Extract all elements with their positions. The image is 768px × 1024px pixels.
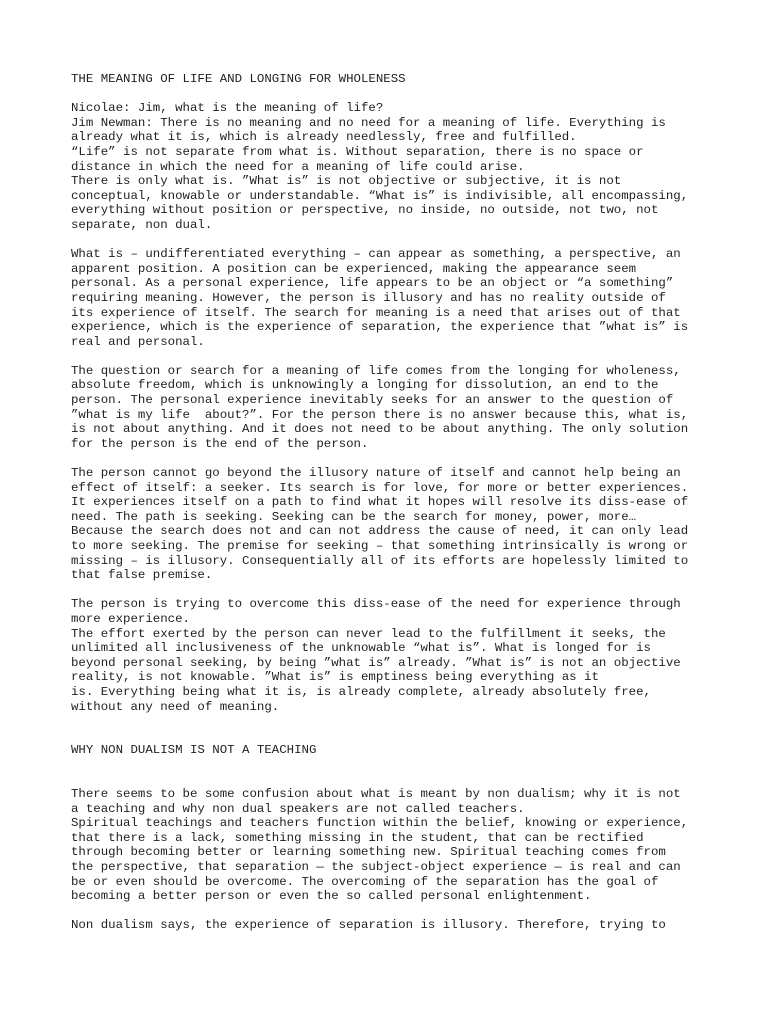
text-line: effect of itself: a seeker. Its search is for love, for more or better experiences. bbox=[71, 480, 689, 495]
text-line: There is only what is. ”What is” is not objective or subjective, it is not bbox=[71, 174, 622, 189]
text-line: more experience. bbox=[71, 611, 190, 626]
heading-non-dualism: WHY NON DUALISM IS NOT A TEACHING bbox=[71, 743, 317, 758]
text-line: person. The personal experience inevitably seeks for an answer to the question of bbox=[71, 393, 674, 408]
section-spacer bbox=[71, 758, 701, 787]
text-line: need. The path is seeking. Seeking can be the search for money, power, more… bbox=[71, 509, 637, 524]
paragraph-4 bbox=[71, 466, 701, 583]
text-line: experience, which is the experience of separation, the experience that ”what is” is bbox=[71, 320, 689, 335]
paragraph-1 bbox=[71, 101, 701, 232]
text-line: is not about anything. And it does not need to be about anything. The only solution bbox=[71, 422, 689, 437]
text-line: beyond personal seeking, by being ”what is” already. ”What is” is not an objective bbox=[71, 655, 681, 670]
text-line: apparent position. A position can be experienced, making the appearance seem bbox=[71, 261, 637, 276]
text-line: missing – is illusory. Consequentially all of its efforts are hopelessly limited to bbox=[71, 553, 689, 568]
text-line: separate, non dual. bbox=[71, 217, 213, 232]
text-line: that false premise. bbox=[71, 568, 213, 583]
text-line: everything without position or perspective, no inside, no outside, not two, not bbox=[71, 203, 659, 218]
text-line: a teaching and why non dual speakers are not called teachers. bbox=[71, 801, 525, 816]
text-line: the perspective, that separation — the subject-object experience — is real and can bbox=[71, 860, 681, 875]
paragraph-spacer bbox=[71, 451, 701, 466]
text-line: The effort exerted by the person can never lead to the fulfillment it seeks, the bbox=[71, 626, 666, 641]
heading-meaning-of-life: THE MEANING OF LIFE AND LONGING FOR WHOLENESS bbox=[71, 72, 406, 86]
text-line: its experience of itself. The search for meaning is a need that arises out of that bbox=[71, 305, 681, 320]
text-line: The question or search for a meaning of life comes from the longing for wholeness, bbox=[71, 363, 681, 378]
text-line: There seems to be some confusion about what is meant by non dualism; why it is not bbox=[71, 787, 681, 802]
text-line: What is – undifferentiated everything – can appear as something, a perspective, an bbox=[71, 247, 681, 262]
paragraph-7 bbox=[71, 918, 701, 933]
text-line: through becoming better or learning something new. Spiritual teaching comes from bbox=[71, 845, 666, 860]
paragraph-spacer bbox=[71, 233, 701, 248]
paragraph-spacer bbox=[71, 904, 701, 919]
text-line: requiring meaning. However, the person is illusory and has no reality outside of bbox=[71, 290, 666, 305]
text-line: conceptual, knowable or understandable. “What is” is indivisible, all encompassing, bbox=[71, 188, 689, 203]
text-line: Jim Newman: There is no meaning and no need for a meaning of life. Everything is bbox=[71, 115, 666, 130]
text-line: Spiritual teachings and teachers function within the belief, knowing or experience, bbox=[71, 816, 689, 831]
text-line: It experiences itself on a path to find what it hopes will resolve its diss-ease of bbox=[71, 495, 689, 510]
section-spacer bbox=[71, 714, 701, 743]
text-line: unlimited all inclusiveness of the unknowable “what is”. What is longed for is bbox=[71, 641, 651, 656]
text-line: personal. As a personal experience, life appears to be an object or “a something” bbox=[71, 276, 674, 291]
paragraph-5 bbox=[71, 597, 701, 714]
text-line: Because the search does not and can not address the cause of need, it can only lead bbox=[71, 524, 689, 539]
text-line: Non dualism says, the experience of separation is illusory. Therefore, trying to bbox=[71, 918, 666, 933]
text-line: is. Everything being what it is, is already complete, already absolutely free, bbox=[71, 684, 651, 699]
text-line: to more seeking. The premise for seeking – that something intrinsically is wrong or bbox=[71, 539, 689, 553]
text-line: Nicolae: Jim, what is the meaning of life? bbox=[71, 101, 384, 116]
text-line: already what it is, which is already needlessly, free and fulfilled. bbox=[71, 130, 577, 145]
document-body bbox=[71, 72, 701, 933]
text-line: for the person is the end of the person. bbox=[71, 436, 369, 451]
paragraph-2 bbox=[71, 247, 701, 349]
text-line: “Life” is not separate from what is. Without separation, there is no space or bbox=[71, 144, 644, 159]
text-line: that there is a lack, something missing in the student, that can be rectified bbox=[71, 830, 644, 845]
text-line: real and personal. bbox=[71, 334, 205, 349]
text-line: be or even should be overcome. The overcoming of the separation has the goal of bbox=[71, 874, 659, 889]
text-line: The person cannot go beyond the illusory nature of itself and cannot help being an bbox=[71, 466, 681, 481]
text-line: ”what is my life about?”. For the person there is no answer because this, what is, bbox=[71, 407, 689, 422]
text-line: without any need of meaning. bbox=[71, 699, 280, 714]
paragraph-3 bbox=[71, 364, 701, 452]
text-line: The person is trying to overcome this diss-ease of the need for experience through bbox=[71, 597, 681, 612]
text-line: distance in which the need for a meaning of life could arise. bbox=[71, 159, 525, 174]
text-line: becoming a better person or even the so called personal enlightenment. bbox=[71, 889, 592, 904]
paragraph-6 bbox=[71, 787, 701, 904]
text-line: reality, is not knowable. ”What is” is emptiness being everything as it bbox=[71, 670, 599, 685]
paragraph-spacer bbox=[71, 583, 701, 598]
paragraph-spacer bbox=[71, 349, 701, 364]
text-line: absolute freedom, which is unknowingly a longing for dissolution, an end to the bbox=[71, 378, 659, 393]
